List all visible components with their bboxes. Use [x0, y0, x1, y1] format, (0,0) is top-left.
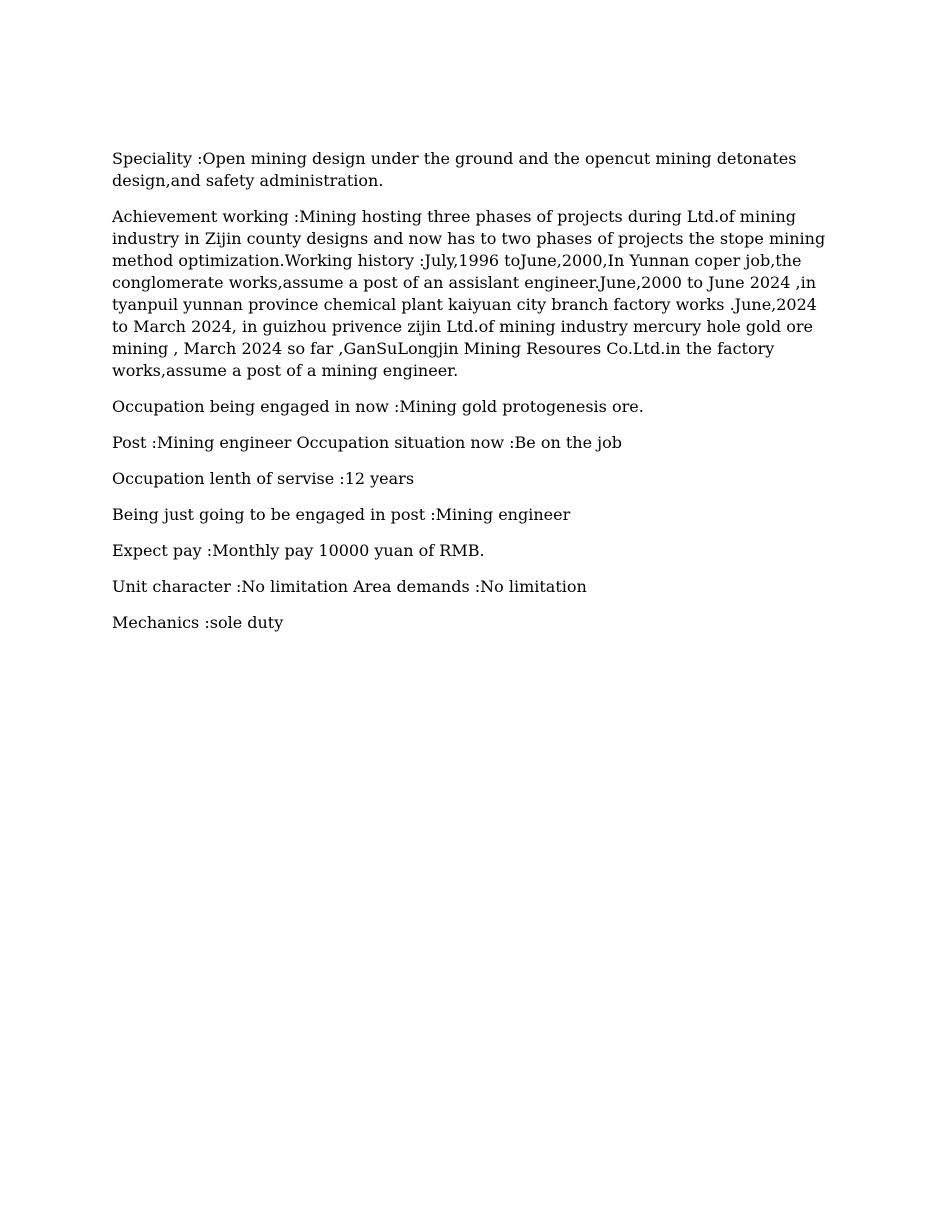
paragraph-target-post: Being just going to be engaged in post :Mining engineer — [112, 505, 571, 524]
paragraph-mechanics: Mechanics :sole duty — [112, 613, 284, 632]
paragraph-occupation-now: Occupation being engaged in now :Mining gold protogenesis ore. — [112, 397, 644, 416]
paragraph-length-of-service: Occupation lenth of servise :12 years — [112, 469, 415, 488]
paragraph-achievement-working: Achievement working :Mining hosting three phases of projects during Ltd.of mining industry in Zijin county designs and now has to two phases of projects the stope mining method optimization.Working history :July,1996 toJune,2000,In Yunnan coper job,the conglomerate works,assume a post of an assislant engineer.June,2000 to June 2024 ,in tyanpuil yunnan province chemical plant kaiyuan city branch factory works .June,2024 to March 2024, in guizhou privence zijin Ltd.of mining industry mercury hole gold ore mining , March 2024 so far ,GanSuLongjin Mining Resoures Co.Ltd.in the factory works,assume a post of a mining engineer. — [112, 207, 826, 380]
paragraph-unit-character: Unit character :No limitation Area demands :No limitation — [112, 577, 587, 596]
paragraph-expected-pay: Expect pay :Monthly pay 10000 yuan of RMB. — [112, 541, 485, 560]
paragraph-speciality: Speciality :Open mining design under the ground and the opencut mining detonates design,and safety administration. — [112, 149, 797, 190]
document-body — [112, 148, 827, 648]
paragraph-post: Post :Mining engineer Occupation situation now :Be on the job — [112, 433, 622, 452]
